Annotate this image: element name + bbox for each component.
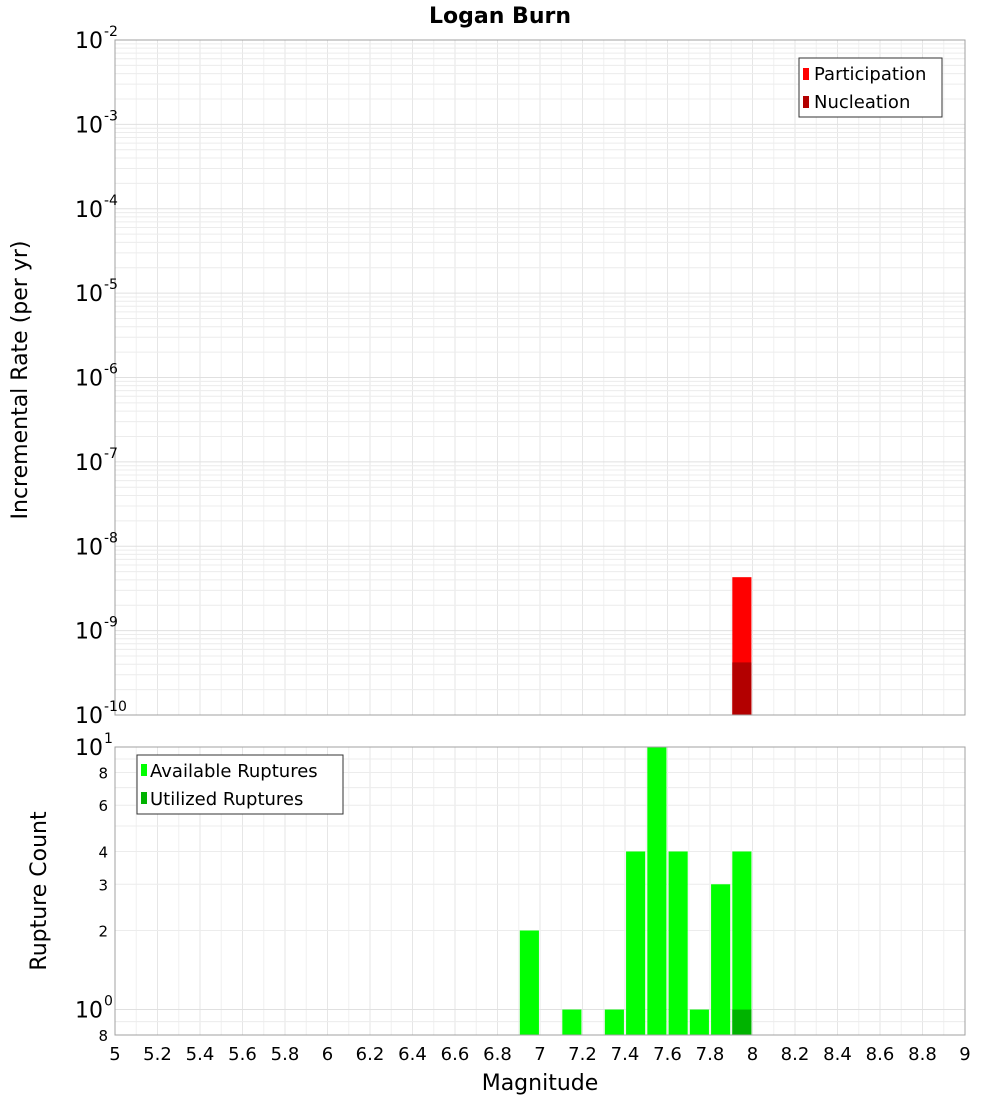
bottom-bar-series1 — [732, 851, 751, 1035]
chart-title: Logan Burn — [429, 4, 571, 29]
top-y-tick-exponent: -2 — [104, 24, 118, 40]
bottom-y-tick-label: 10 — [75, 736, 103, 761]
top-y-tick-exponent: -3 — [104, 108, 118, 125]
top-y-tick-exponent: -7 — [104, 445, 118, 462]
top-y-tick-exponent: -5 — [104, 277, 118, 294]
x-tick-label: 5.2 — [143, 1044, 172, 1065]
bottom-bar-series1 — [520, 931, 539, 1035]
x-tick-label: 7.2 — [568, 1044, 597, 1065]
bottom-y-tick-label: 8 — [98, 764, 108, 783]
bottom-bar-series1 — [711, 884, 730, 1035]
top-y-tick-exponent: -8 — [104, 530, 118, 547]
x-tick-label: 6.8 — [483, 1044, 512, 1065]
top-y-tick-exponent: -9 — [104, 614, 118, 631]
bottom-legend-swatch — [141, 792, 147, 804]
x-tick-label: 8.2 — [780, 1044, 810, 1065]
bottom-y-tick-label: 2 — [98, 922, 108, 941]
x-tick-label: 6.4 — [398, 1044, 427, 1065]
top-legend-label: Nucleation — [814, 92, 911, 113]
top-y-tick-exponent: -10 — [104, 699, 127, 715]
x-tick-label: 8.6 — [865, 1044, 895, 1065]
bottom-legend-swatch — [141, 764, 147, 776]
top-y-tick-label: 10 — [75, 113, 103, 139]
x-tick-label: 5.8 — [270, 1044, 300, 1065]
bottom-bar-series2 — [732, 1010, 751, 1035]
x-tick-label: 5.6 — [228, 1044, 257, 1065]
bottom-plot-area — [75, 731, 971, 1065]
bottom-y-tick-exponent: 0 — [104, 993, 113, 1010]
bottom-y-tick-label: 10 — [75, 998, 103, 1024]
x-tick-label: 5.4 — [185, 1044, 215, 1065]
x-tick-label: 8.4 — [823, 1044, 852, 1065]
top-legend-swatch — [803, 68, 809, 80]
top-y-axis-label: Incremental Rate (per yr) — [8, 240, 33, 520]
bottom-y-tick-label: 3 — [98, 876, 108, 895]
bottom-bar-series1 — [562, 1010, 581, 1035]
x-tick-label: 9 — [959, 1044, 971, 1065]
top-legend-label: Participation — [814, 64, 927, 85]
x-axis-label: Magnitude — [481, 1071, 599, 1096]
x-tick-label: 6.2 — [355, 1044, 385, 1065]
top-y-tick-label: 10 — [75, 704, 103, 729]
bottom-bar-series1 — [669, 851, 688, 1035]
x-tick-label: 7.6 — [653, 1044, 682, 1065]
top-y-tick-label: 10 — [75, 450, 103, 476]
bottom-bar-series1 — [690, 1010, 709, 1035]
bottom-legend-label: Utilized Ruptures — [150, 789, 304, 810]
top-y-tick-label: 10 — [75, 29, 103, 54]
x-tick-label: 6 — [321, 1044, 334, 1065]
top-y-tick-label: 10 — [75, 535, 103, 561]
bottom-y-axis-label: Rupture Count — [27, 811, 52, 971]
top-plot-area — [75, 24, 965, 729]
bottom-y-tick-label: 6 — [98, 797, 108, 816]
top-legend-swatch — [803, 96, 809, 108]
x-tick-label: 5 — [109, 1044, 121, 1065]
bottom-bar-series1 — [605, 1010, 624, 1035]
top-y-tick-exponent: -6 — [104, 361, 118, 378]
top-y-tick-label: 10 — [75, 282, 103, 308]
top-y-tick-label: 10 — [75, 366, 103, 392]
top-y-tick-exponent: -4 — [104, 192, 118, 209]
bottom-bar-series1 — [647, 747, 666, 1035]
x-tick-label: 8.8 — [908, 1044, 937, 1065]
bottom-y-tick-label: 4 — [98, 843, 108, 862]
x-tick-label: 7.4 — [610, 1044, 640, 1065]
x-tick-label: 7.8 — [695, 1044, 725, 1065]
bottom-legend-label: Available Ruptures — [150, 761, 318, 782]
bottom-bar-series1 — [626, 851, 645, 1035]
top-y-tick-label: 10 — [75, 619, 103, 645]
top-bar-series2 — [732, 662, 751, 715]
top-y-tick-label: 10 — [75, 197, 103, 223]
x-tick-label: 6.6 — [440, 1044, 470, 1065]
x-tick-label: 8 — [746, 1044, 759, 1065]
x-tick-label: 7 — [534, 1044, 546, 1065]
bottom-y-tick-label: 8 — [98, 1027, 108, 1045]
bottom-y-tick-exponent: 1 — [104, 731, 113, 747]
